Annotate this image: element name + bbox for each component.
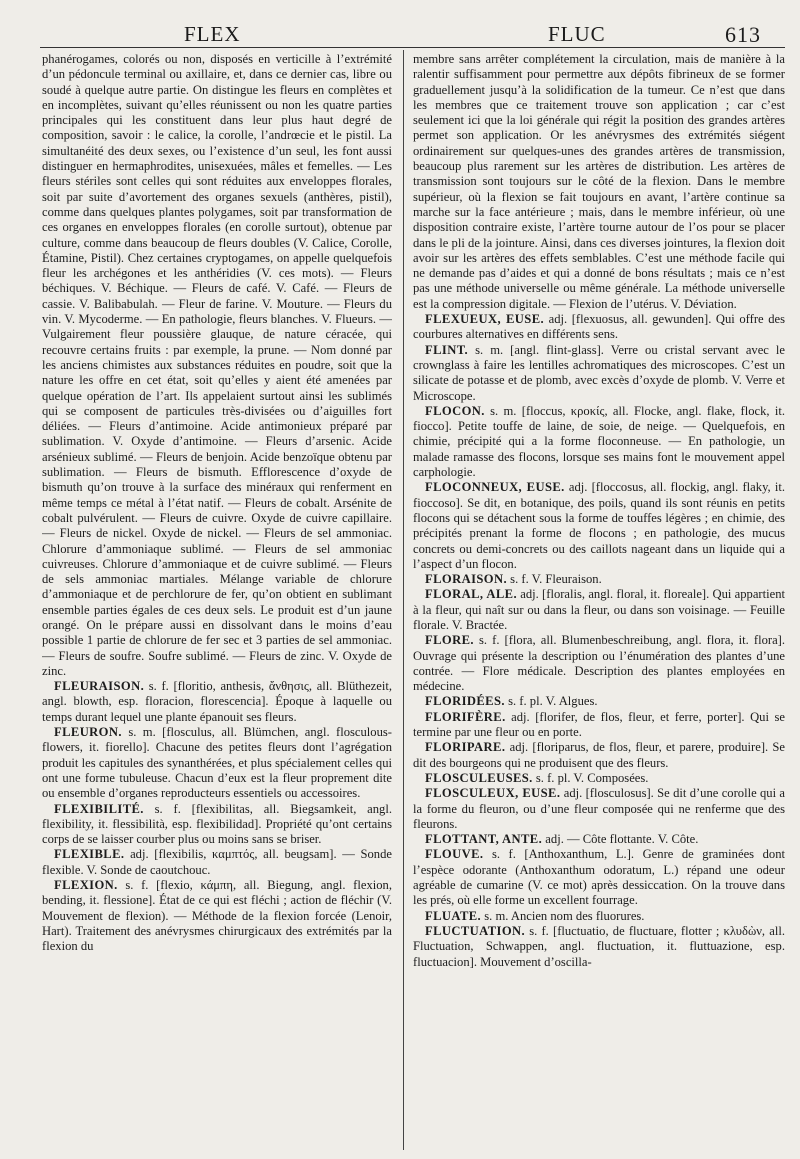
dictionary-entry (413, 771, 785, 786)
dictionary-entry (413, 572, 785, 587)
left-column (42, 52, 392, 1152)
dictionary-entry (42, 802, 392, 848)
entry-headword: FLEURAISON. (54, 679, 145, 694)
entry-headword: FLEXIBLE. (54, 847, 125, 862)
column-divider (403, 50, 404, 1150)
running-header (0, 14, 800, 46)
entry-headword: FLEXUEUX, EUSE. (425, 312, 545, 327)
entry-definition: adj. [flexuosus, all. gewunden]. Qui offre des courbures alternatives en différents sens. (413, 312, 785, 342)
entry-headword: FLUATE. (425, 908, 482, 923)
dictionary-entry (413, 740, 785, 771)
entry-definition: s. f. pl. V. Composées. (532, 770, 649, 785)
dictionary-entry (413, 480, 785, 572)
entry-headword: FLEURON. (54, 725, 122, 740)
right-column (413, 52, 785, 1152)
continued-paragraph: phanérogames, colorés ou non, disposés en verticille à l’extrémité d’un pédoncule terminal ou axillaire, et, dans ce dernier cas, libre ou soudé à quelque autre partie. On distingue les fleurs en complètes et en incomplètes, suivant qu’elles réunissent ou non les quatre parties principales qui les constituent dans leur plus haut degré de composition, savoir : le calice, la corolle, l’andrœcie et le pistil. La simultanéité des deux sexes, ou l’existence d’un seul, les font aussi distinguer en hermaphrodites, unisexuées, mâles et femelles. — Les fleurs stériles sont celles qui sont réduites aux enveloppes florales, soit par suite d’avortement des organes sexuels (anthères, pistil), comme dans quelques plantes polygames, soit par transformation de ces organes en enveloppes florales (en corolle surtout), obtenue par culture, comme dans beaucoup de fleurs doubles (V. Calice, Corolle, Étamine, Pistil). Chez certaines cryptogames, on appelle quelquefois fleur les archégones et les anthéridies (V. ces mots). — Fleurs béchiques. V. Béchique. — Fleurs de café. V. Café. — Fleurs de cassie. V. Balibabulah. — Fleur de farine. V. Mouture. — Fleurs du vin. V. Mycoderme. — En pathologie, fleurs blanches. V. Flueurs. — Vulgairement fleur poussière glauque, de nature céracée, qui recouvre certains fruits : par exemple, la prune. — Nom donné par les anciens chimistes aux substances réduites en poudre, soit que la nature les offre en cet état, soit qu’elles y aient été amenées par quelque opération de l’art. Ils appelaient surtout ainsi les sublimés qui se composent de particules très-divisées ou d’aiguilles fort déliées. — Fleurs d’antimoine. Acide antimonieux préparé par sublimation. V. Oxyde d’antimoine. — Fleurs d’arsenic. Acide arsénieux sublimé. — Fleurs de benjoin. Acide benzoïque obtenu par sublimation. — Fleurs de bismuth. Efflorescence d’oxyde de bismuth qu’on trouve à la surface des minéraux qui renferment en même temps ce métal à l’état natif. — Fleurs de cobalt. Arsénite de cobalt pulvérulent. — Fleurs de cuivre. Oxyde de cuivre capillaire. — Fleurs de nickel. Oxyde de nickel. — Fleurs de sel ammoniac. Chlorure d’ammoniaque sublimé. — Fleurs de sel ammoniac cuivreuses. Chlorure d’ammoniaque et de cuivre sublimé. — Fleurs de sels ammoniac martiales. Mélange variable de chlorure d’ammoniaque et de perchlorure de fer, qu’on obtient en sublimant ensemble parties égales de ces deux sels. Le produit est d’un jaune orangé. On le prépare aussi en dissolvant dans le moins d’eau possible 1 partie de chlorure de fer sec et 3 parties de sel ammoniac. — Fleurs de soufre. Soufre sublimé. — Fleurs de zinc. V. Oxyde de zinc. (42, 52, 392, 678)
entry-headword: FLEXIBILITÉ. (54, 801, 144, 816)
header-right-word: FLUC (548, 22, 606, 46)
dictionary-entry (42, 679, 392, 725)
entry-definition: adj. — Côte flottante. V. Côte. (542, 832, 699, 847)
entry-definition: adj. [flexibilis, καμπτός, all. beugsam]. — Sonde flexible. V. Sonde de caoutchouc. (42, 847, 392, 877)
entry-definition: s. f. [floritio, anthesis, ἄνθησις, all. Blüthezeit, angl. blowth, esp. floracion, florescencia]. Époque à laquelle ou temps durant lequel une plante épanouit ses fleurs. (42, 679, 392, 724)
dictionary-entry (413, 710, 785, 741)
entry-definition: adj. [floriparus, de flos, fleur, et parere, produire]. Se dit des bourgeons qui ne produisent que des fleurs. (413, 740, 785, 770)
entry-definition: s. f. [Anthoxanthum, L.]. Genre de graminées dont l’espèce odorante (Anthoxanthum odoratum, L.) répand une odeur agréable de cumarine (V. ce mot) après dessiccation. On la trouve dans les prés, où elle forme un excellent fourrage. (413, 847, 785, 908)
dictionary-entry (413, 343, 785, 404)
entry-headword: FLEXION. (54, 878, 118, 893)
entry-definition: s. f. V. Fleuraison. (507, 572, 602, 587)
dictionary-entry (42, 847, 392, 878)
dictionary-entry (42, 725, 392, 801)
dictionary-entry (413, 909, 785, 924)
entry-headword: FLOTTANT, ANTE. (425, 832, 543, 847)
entry-headword: FLORAISON. (425, 572, 508, 587)
dictionary-entry (413, 694, 785, 709)
dictionary-entry (413, 832, 785, 847)
entry-headword: FLOUVE. (425, 847, 484, 862)
entry-headword: FLORE. (425, 633, 474, 648)
entry-definition: s. m. [flosculus, all. Blümchen, angl. flosculous-flowers, it. fiorello]. Chacune des petites fleurs dont l’agrégation produit les capitules des synanthérées, et plus spécialement celles qui ont une forme tubuleuse. Chacun d’eux est la fleur proprement dite ou ensemble d’organes reproducteurs essentiels ou accessoires. (42, 725, 392, 801)
continued-paragraph: membre sans arrêter complétement la circulation, mais de manière à la ralentir suffisamment pour permettre aux dépôts fibrineux de se former graduellement jusqu’à la solidification de la tumeur. Ce n’est que dans les membres que ce traitement trouve son application ; car c’est seulement ici que la loi générale qui régit la position des grandes artères permet son application. Or les anévrysmes des extrémités siégent ordinairement sur quelques-unes des grandes artères de transmission, beaucoup plus rarement sur les artères de distribution. Les artères de transmission sont toujours sur le côté de la flexion. Dans le membre supérieur, où la flexion se fait toujours en avant, l’artère continue sa marche sur la face antérieure ; mais, dans le membre inférieur, où une disposition contraire existe, l’artère tourne autour de l’os pour se placer dans le pli de la jointure. Ainsi, dans ces diverses jointures, la flexion doit avoir sur les artères des effets semblables. C’est une méthode facile qui ne demande pas d’aides et qui a donné de bons résultats ; mais ce n’est pas une méthode universelle ou même générale. La méthode universelle est la compression digitale. — Flexion de l’utérus. V. Déviation. (413, 52, 785, 311)
entry-headword: FLORIPARE. (425, 740, 506, 755)
entry-headword: FLORIFÈRE. (425, 709, 506, 724)
entry-headword: FLINT. (425, 342, 469, 357)
dictionary-entry (413, 786, 785, 832)
header-rule (40, 47, 785, 48)
entry-headword: FLORIDÉES. (425, 694, 505, 709)
dictionary-entry (413, 633, 785, 694)
entry-definition: s. f. [flexibilitas, all. Biegsamkeit, angl. flexibility, it. flessibilità, esp. flexibilidad]. Propriété qu’ont certains corps de se laisser courber plus ou moins sans se briser. (42, 801, 392, 847)
entry-definition: adj. [flosculosus]. Se dit d’une corolle qui a la forme du fleuron, ou d’une fleur composée qui ne renferme que des fleurons. (413, 786, 785, 831)
entry-definition: s. m. [floccus, κροκίς, all. Flocke, angl. flake, flock, it. fiocco]. Petite touffe de laine, de soie, de neige. — Quelquefois, en chimie, précipité qui a la forme floconneuse. — En pathologie, un malade ramasse des flocons, lorsque ses mains font le mouvement appel carphologie. (413, 403, 785, 480)
entry-definition: s. f. [flora, all. Blumenbeschreibung, angl. flora, it. flora]. Ouvrage qui présente la description ou l’énumération des plantes d’une contrée. — Flore médicale. Description des plantes employées en médecine. (413, 633, 785, 694)
dictionary-entry (413, 924, 785, 970)
dictionary-entry (413, 847, 785, 908)
dictionary-entry (413, 404, 785, 480)
dictionary-entry (42, 878, 392, 954)
entry-headword: FLOCON. (425, 403, 485, 418)
entry-headword: FLOCONNEUX, EUSE. (425, 480, 565, 495)
page-number: 613 (725, 22, 761, 47)
header-left-word: FLEX (184, 22, 241, 46)
entry-definition: adj. [floralis, angl. floral, it. floreale]. Qui appartient à la fleur, qui naît sur ou dans la fleur, ou dans son voisinage. — Feuille florale. V. Bractée. (413, 587, 785, 632)
dictionary-entry (413, 312, 785, 343)
entry-definition: s. m. [angl. flint-glass]. Verre ou cristal servant avec le crownglass à faire les lentilles achromatiques des microscopes. C’est un silicate de potasse et de plomb, avec excès d’oxyde de plomb. V. Verre et Microscope. (413, 342, 785, 403)
entry-definition: adj. [florifer, de flos, fleur, et ferre, porter]. Qui se termine par une fleur ou en porte. (413, 709, 785, 740)
entry-headword: FLUCTUATION. (425, 923, 526, 938)
dictionary-entry (413, 587, 785, 633)
entry-headword: FLORAL, ALE. (425, 587, 518, 602)
entry-headword: FLOSCULEUX, EUSE. (425, 786, 561, 801)
entry-definition: s. f. [flexio, κάμπη, all. Biegung, angl. flexion, bending, it. flessione]. État de ce qui est fléchi ; action de fléchir (V. Mouvement de flexion). — Méthode de la flexion forcée (Lenoir, Hart). Traitement des anévrysmes chirurgicaux des extrémités par la flexion du (42, 878, 392, 954)
entry-definition: s. f. [fluctuatio, de fluctuare, flotter ; κλυδὼν, all. Fluctuation, Schwappen, angl. fluctuation, it. fluttuazione, esp. fluctuacion]. Mouvement d’oscilla- (413, 923, 785, 969)
entry-definition: s. m. Ancien nom des fluorures. (481, 908, 645, 923)
entry-headword: FLOSCULEUSES. (425, 770, 533, 785)
entry-definition: adj. [floccosus, all. flockig, angl. flaky, it. fioccoso]. Se dit, en botanique, des poils, quand ils sont réunis en petits flocons qui se détachent sous la forme de touffes légères ; en chimie, des précipités prenant la forme de flocons ; en pathologie, des mucus concrets ou demi-concrets ou des caillots nageant dans un liquide qui a l’aspect d’un flocon. (413, 480, 785, 571)
entry-definition: s. f. pl. V. Algues. (504, 694, 598, 709)
